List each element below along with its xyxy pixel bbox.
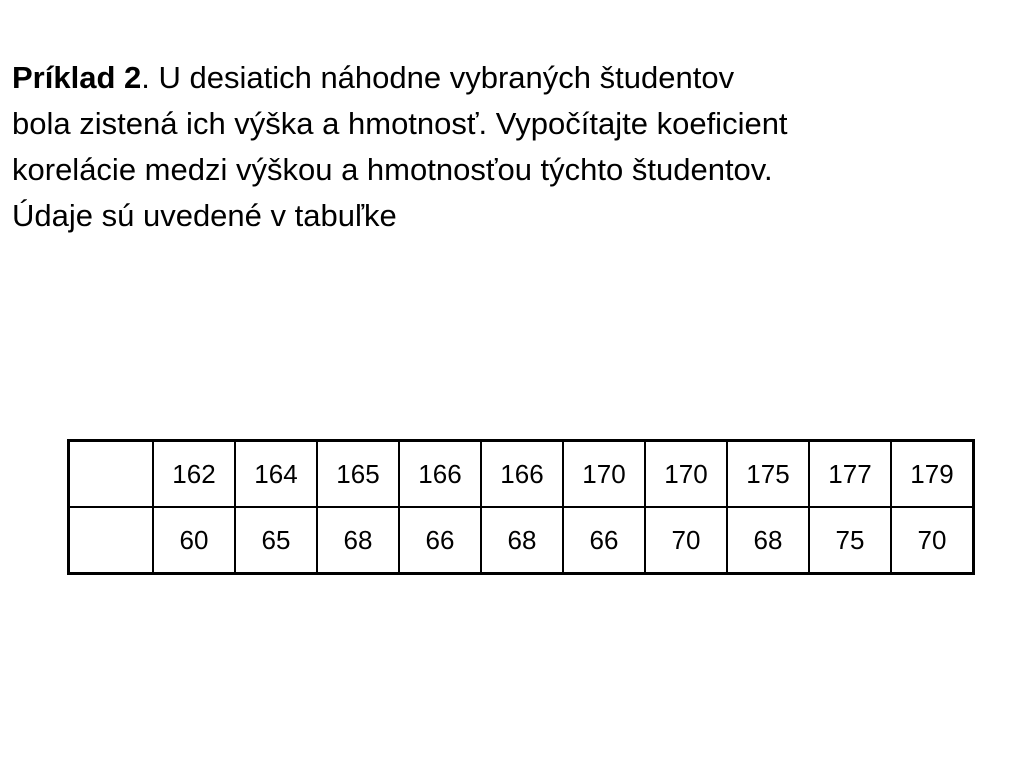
weight-cell: 70 — [645, 507, 727, 574]
height-cell: 164 — [235, 441, 317, 508]
problem-line-3: korelácie medzi výškou a hmotnosťou týchto študentov. — [12, 152, 773, 187]
weight-cell: 70 — [891, 507, 974, 574]
problem-line-1 — [12, 55, 1017, 101]
height-cell: 175 — [727, 441, 809, 508]
weight-cell: 68 — [481, 507, 563, 574]
data-table — [67, 439, 975, 575]
height-cell: 179 — [891, 441, 974, 508]
height-cell: 166 — [399, 441, 481, 508]
table-row-label-empty — [69, 441, 154, 508]
problem-statement — [12, 55, 1017, 239]
weight-cell: 66 — [563, 507, 645, 574]
weight-cell: 75 — [809, 507, 891, 574]
height-cell: 166 — [481, 441, 563, 508]
problem-intro-text: . U desiatich náhodne vybraných študentov — [141, 60, 735, 95]
problem-line-4: Údaje sú uvedené v tabuľke — [12, 198, 397, 233]
table-row-heights — [69, 441, 974, 508]
weight-cell: 66 — [399, 507, 481, 574]
height-cell: 177 — [809, 441, 891, 508]
height-cell: 170 — [563, 441, 645, 508]
height-cell: 165 — [317, 441, 399, 508]
table-row-weights — [69, 507, 974, 574]
height-cell: 170 — [645, 441, 727, 508]
weight-cell: 68 — [727, 507, 809, 574]
problem-line-2: bola zistená ich výška a hmotnosť. Vypočítajte koeficient — [12, 106, 788, 141]
weight-cell: 60 — [153, 507, 235, 574]
weight-cell: 68 — [317, 507, 399, 574]
problem-title: Príklad 2 — [12, 60, 142, 95]
weight-cell: 65 — [235, 507, 317, 574]
table-row-label-empty — [69, 507, 154, 574]
height-cell: 162 — [153, 441, 235, 508]
